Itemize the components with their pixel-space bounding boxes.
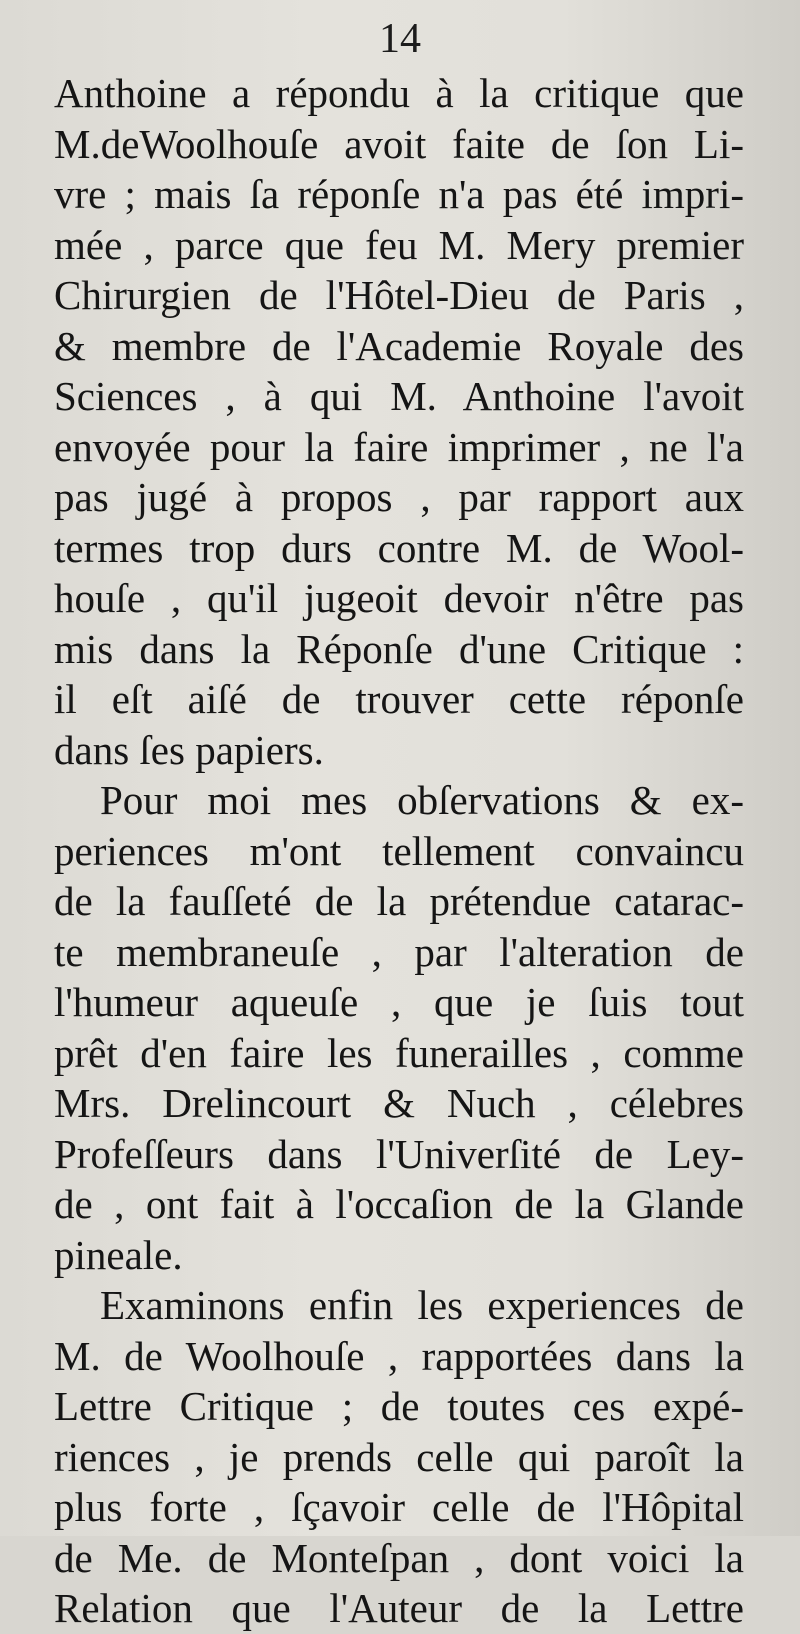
- text-line: Relation que l'Auteur de la Lettre: [54, 1585, 744, 1631]
- text-line: Mrs. Drelincourt & Nuch , célebres: [54, 1080, 744, 1126]
- text-line: vre ; mais ſa réponſe n'a pas été impri-: [54, 171, 744, 217]
- text-line: M. de Woolhouſe , rapportées dans la: [54, 1332, 744, 1379]
- text-line: Profeſſeurs dans l'Univerſité de Ley-: [54, 1130, 744, 1177]
- text-line: Sciences , à qui M. Anthoine l'avoit: [54, 373, 744, 419]
- text-line: mis dans la Réponſe d'une Critique :: [54, 625, 744, 672]
- text-line: houſe , qu'il jugeoit devoir n'être pas: [54, 575, 744, 621]
- text-line: Lettre Critique ; de toutes ces expé-: [54, 1383, 744, 1429]
- text-line: Pour moi mes obſervations & ex-: [100, 777, 744, 823]
- text-line: l'humeur aqueuſe , que je ſuis tout: [54, 979, 744, 1025]
- text-line: pas jugé à propos , par rapport aux: [54, 474, 744, 520]
- text-line: dans ſes papiers.: [54, 726, 324, 773]
- text-line: Examinons enfin les experiences de: [100, 1282, 744, 1328]
- body-text: [54, 68, 744, 1634]
- page-number: 14: [379, 16, 421, 62]
- text-line: Chirurgien de l'Hôtel-Dieu de Paris ,: [54, 272, 744, 318]
- text-line: de , ont fait à l'occaſion de la Glande: [54, 1181, 744, 1227]
- text-line: riences , je prends celle qui paroît la: [54, 1433, 744, 1480]
- text-line: M.deWoolhouſe avoit faite de ſon Li-: [54, 120, 744, 167]
- text-line: de Me. de Monteſpan , dont voici la: [54, 1534, 744, 1581]
- text-line: de la fauſſeté de la prétendue catarac-: [54, 878, 744, 924]
- text-line: periences m'ont tellement convaincu: [54, 827, 744, 874]
- text-line: te membraneuſe , par l'alteration de: [54, 928, 744, 975]
- text-line: pineale.: [54, 1231, 183, 1278]
- text-line: prêt d'en faire les funerailles , comme: [54, 1029, 744, 1076]
- text-line: termes trop durs contre M. de Wool-: [54, 524, 744, 571]
- text-line: mée , parce que feu M. Mery premier: [54, 221, 744, 268]
- text-line: plus forte , ſçavoir celle de l'Hôpital: [54, 1484, 744, 1530]
- text-line: & membre de l'Academie Royale des: [54, 322, 744, 369]
- text-line: il eſt aiſé de trouver cette réponſe: [54, 676, 744, 722]
- text-line: envoyée pour la faire imprimer , ne l'a: [54, 423, 744, 470]
- text-line: Anthoine a répondu à la critique que: [54, 70, 744, 116]
